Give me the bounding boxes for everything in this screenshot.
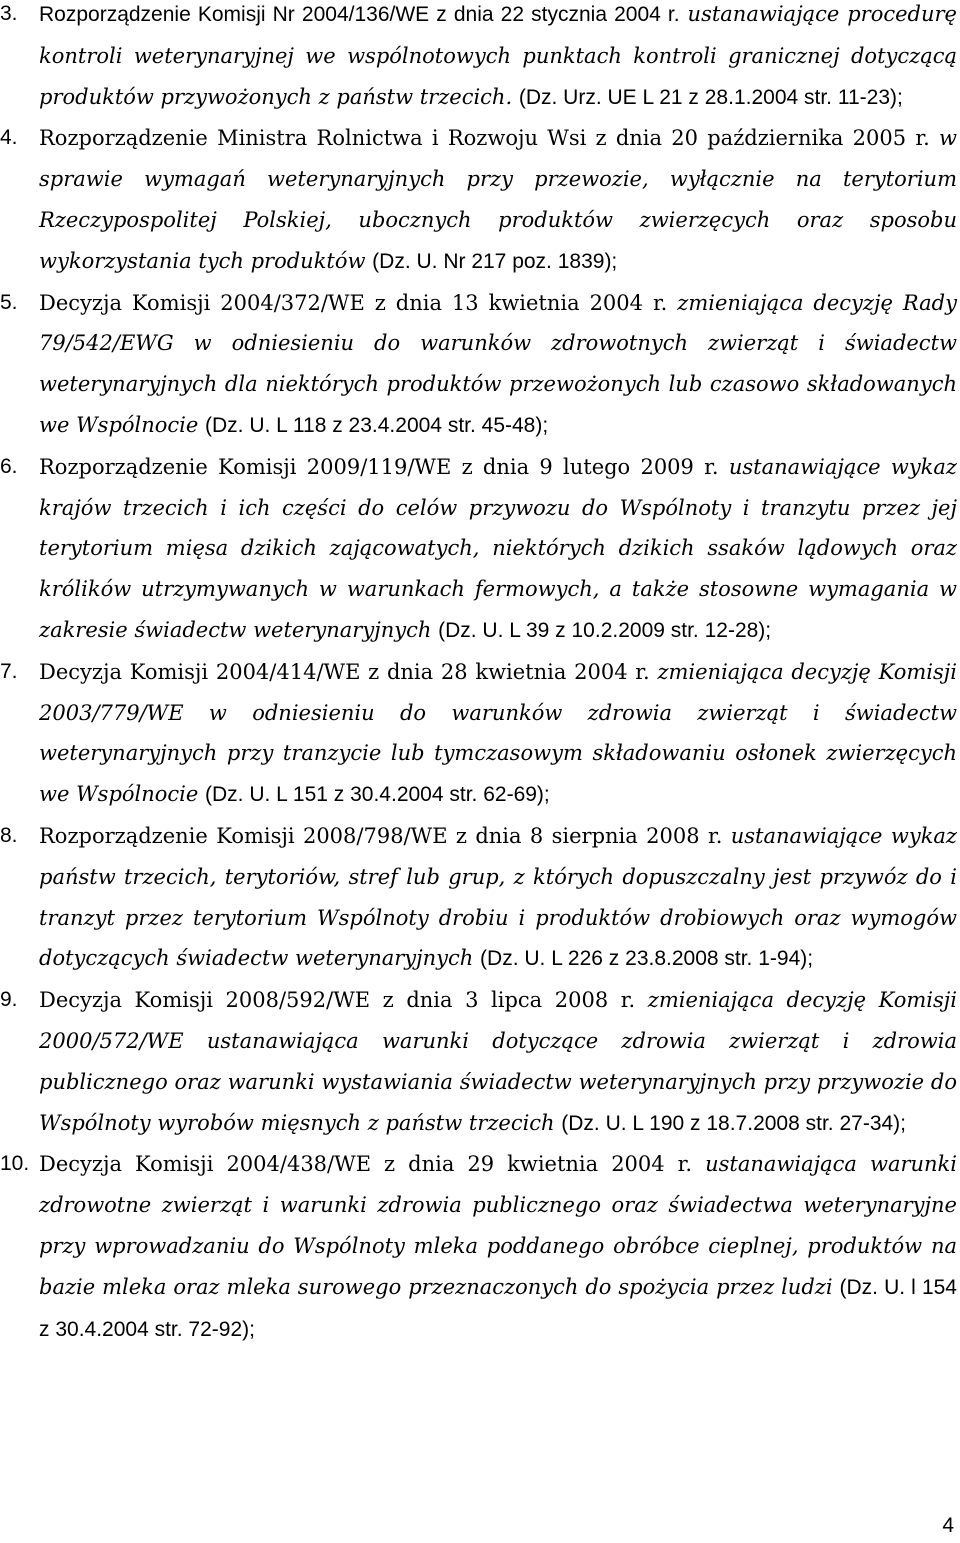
- item-reference: (Dz. Urz. UE L 21 z 28.1.2004 str. 11-23);: [518, 85, 903, 109]
- item-reference: (Dz. U. L 151 z 30.4.2004 str. 62-69);: [205, 783, 550, 807]
- item-reference: (Dz. U. L 118 z 23.4.2004 str. 45-48);: [205, 413, 549, 437]
- item-title: Rozporządzenie Komisji 2008/798/WE z dnia 8 sierpnia 2008 r.: [39, 823, 723, 848]
- item-description: zmieniająca decyzję Rady 79/542/EWG w odniesieniu do warunków zdrowotnych zwierząt i świadectw weterynaryjnych dla niektórych produktów przewożonych lub czasowo składowanych we Wspólnocie: [39, 290, 957, 437]
- item-title: Decyzja Komisji 2008/592/WE z dnia 3 lipca 2008 r.: [39, 988, 636, 1013]
- list-item: [0, 980, 960, 1144]
- item-title: Rozporządzenie Komisji Nr 2004/136/WE z dnia 22 stycznia 2004 r.: [39, 3, 680, 26]
- list-item: [0, 118, 960, 282]
- list-item: [0, 447, 960, 652]
- list-item: [0, 1144, 960, 1350]
- item-number: 7.: [0, 659, 18, 683]
- item-number: 3.: [0, 2, 18, 25]
- item-reference: (Dz. U. l 154 z 30.4.2004 str. 72-92);: [39, 1275, 957, 1341]
- item-reference: (Dz. U. L 39 z 10.2.2009 str. 12-28);: [438, 618, 772, 642]
- item-number: 5.: [0, 290, 18, 314]
- list-item: [0, 652, 960, 816]
- item-description: ustanawiające procedurę kontroli weterynaryjnej we wspólnotowych punktach kontroli granicznej dotyczącą produktów przywożonych z państw trzecich.: [39, 2, 957, 109]
- page-number: 4: [942, 1514, 954, 1537]
- item-description: ustanawiająca warunki zdrowotne zwierząt i warunki zdrowia publicznego oraz świadectwa weterynaryjne przy wprowadzaniu do Wspólnoty mleka poddanego obróbce cieplnej, produktów na bazie mleka oraz mleka surowego przeznaczonych do spożycia przez ludzi: [39, 1152, 957, 1299]
- item-description: w sprawie wymagań weterynaryjnych przy przewozie, wyłącznie na terytorium Rzeczypospolitej Polskiej, ubocznych produktów zwierzęcych oraz sposobu wykorzystania tych produktów: [39, 126, 957, 273]
- item-description: zmieniająca decyzję Komisji 2000/572/WE ustanawiająca warunki dotyczące zdrowia zwierząt i zdrowia publicznego oraz warunki wystawiania świadectw weterynaryjnych przy przywozie do Wspólnoty wyrobów mięsnych z państw trzecich: [39, 988, 958, 1135]
- item-number: 10.: [0, 1152, 30, 1176]
- list-item: [0, 816, 960, 980]
- item-title: Decyzja Komisji 2004/372/WE z dnia 13 kwietnia 2004 r.: [39, 290, 668, 315]
- list-item: [0, 0, 960, 118]
- item-description: zmieniająca decyzję Komisji 2003/779/WE w odniesieniu do warunków zdrowia zwierząt i świadectw weterynaryjnych przy tranzycie lub tymczasowym składowaniu osłonek zwierzęcych we Wspólnocie: [39, 659, 957, 807]
- item-title: Rozporządzenie Ministra Rolnictwa i Rozwoju Wsi z dnia 20 października 2005 r.: [39, 126, 930, 151]
- item-number: 9.: [0, 988, 18, 1012]
- item-title: Rozporządzenie Komisji 2009/119/WE z dnia 9 lutego 2009 r.: [39, 454, 719, 479]
- item-number: 6.: [0, 454, 18, 478]
- list-item: [0, 283, 960, 447]
- item-reference: (Dz. U. L 226 z 23.8.2008 str. 1-94);: [480, 947, 814, 971]
- item-description: ustanawiające wykaz państw trzecich, terytoriów, stref lub grup, z których dopuszczalny jest przywóz do i tranzyt przez terytorium Wspólnoty drobiu i produktów drobiowych oraz wymogów dotyczących świadectw weterynaryjnych: [39, 823, 957, 971]
- item-title: Decyzja Komisji 2004/414/WE z dnia 28 kwietnia 2004 r.: [39, 659, 650, 684]
- item-reference: (Dz. U. Nr 217 poz. 1839);: [372, 249, 618, 273]
- item-number: 8.: [0, 823, 18, 847]
- item-description: ustanawiające wykaz krajów trzecich i ich części do celów przywozu do Wspólnoty i tranzytu przez jej terytorium mięsa dzikich zającowatych, niektórych dzikich ssaków lądowych oraz królików utrzymywanych w warunkach fermowych, a także stosowne wymagania w zakresie świadectw weterynaryjnych: [39, 454, 957, 642]
- item-title: Decyzja Komisji 2004/438/WE z dnia 29 kwietnia 2004 r.: [39, 1152, 693, 1177]
- item-number: 4.: [0, 126, 18, 150]
- item-reference: (Dz. U. L 190 z 18.7.2008 str. 27-34);: [561, 1111, 907, 1135]
